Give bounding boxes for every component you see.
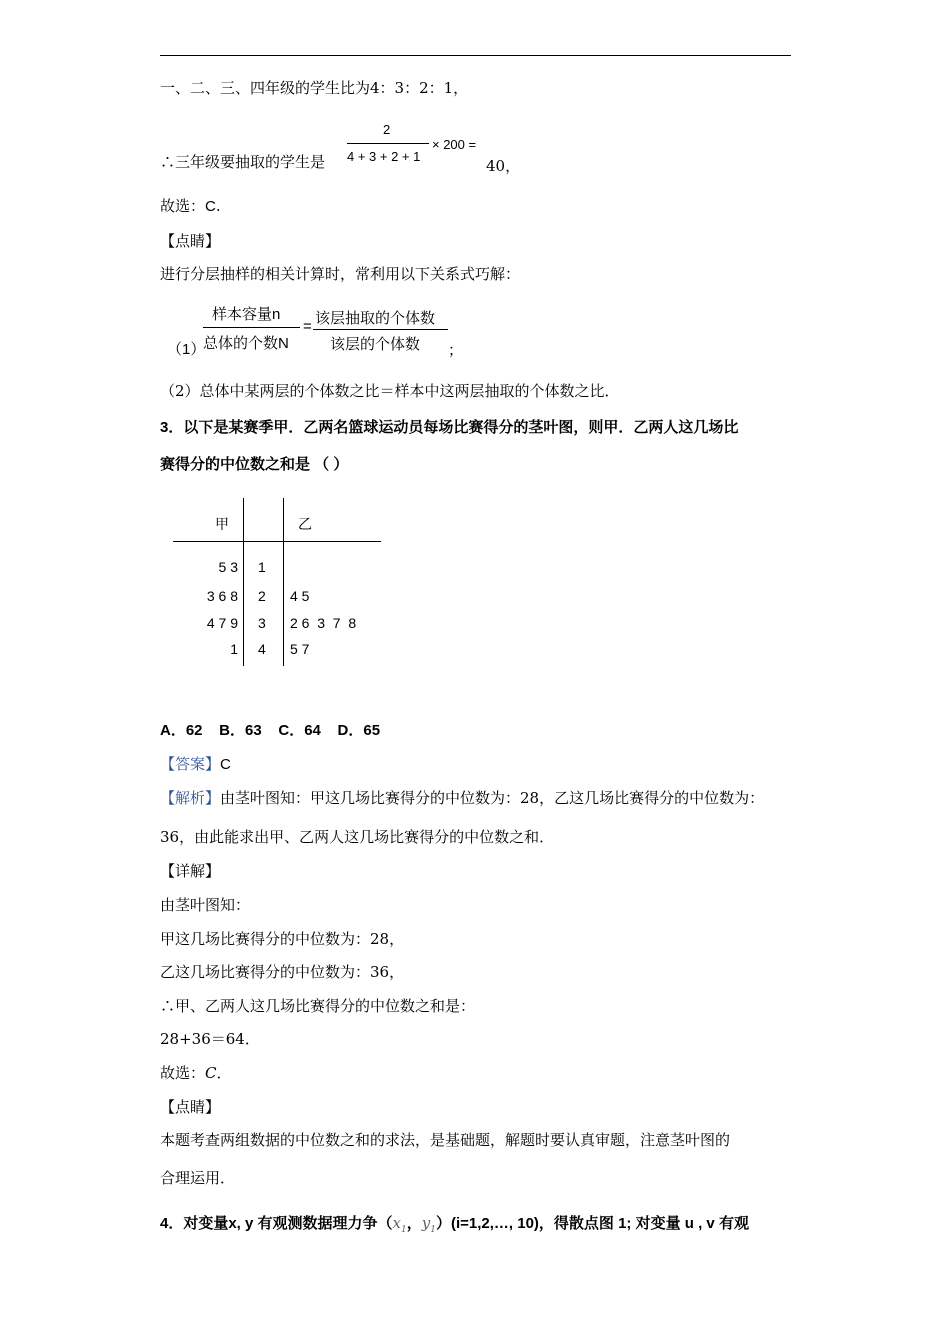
q3-choose-suffix: ．	[216, 1064, 232, 1082]
plot-row-4-left: 1	[230, 641, 238, 657]
q4-x-index: 1	[401, 1225, 407, 1235]
ratio-line: 一、二、三、四年级的学生比为4：3：2：1，	[160, 79, 469, 97]
rule-2: （2）总体中某两层的个体数之比＝样本中这两层抽取的个体数之比．	[160, 382, 620, 400]
q4-y-index: 1	[430, 1225, 436, 1235]
q3-note-heading: 【点睛】	[160, 1098, 221, 1116]
q4-stem	[160, 1213, 749, 1240]
q3-choose-line	[160, 1063, 232, 1083]
plot-header-jia: 甲	[215, 516, 229, 532]
plot-row-1-left: 5 3	[218, 559, 238, 575]
choose-prefix: 故选：	[160, 197, 206, 215]
answer-value: C	[220, 756, 231, 773]
formula-left-bar	[203, 327, 300, 328]
plot-row-3-right: 2 6 3 7 8	[290, 615, 357, 631]
q4-y-letter: y	[421, 1214, 431, 1232]
q3-detail-line-1: 由茎叶图知：	[160, 896, 251, 914]
plot-left-divider	[243, 498, 244, 666]
choose-suffix: .	[215, 197, 221, 215]
choose-value: C	[205, 198, 216, 215]
q3-detail-line-3: 乙这几场比赛得分的中位数为：36，	[160, 963, 405, 981]
formula-right-bar	[313, 329, 448, 330]
q4-stem-suffix: ）(i=1,2,…, 10)，得散点图 1; 对变量 u , v 有观	[435, 1215, 749, 1232]
calc-numerator: 2	[383, 122, 391, 137]
q3-options: A．62 B．63 C．64 D．65	[160, 722, 381, 739]
q3-analysis-line1	[160, 788, 764, 808]
plot-row-2-right: 4 5	[290, 588, 310, 604]
plot-row-1-stem: 1	[258, 559, 266, 575]
plot-row-4-stem: 4	[258, 641, 266, 657]
q3-detail-line-4: ∴甲、乙两人这几场比赛得分的中位数之和是：	[160, 997, 476, 1015]
formula-equals: =	[303, 318, 312, 335]
header-rule	[160, 55, 791, 56]
q4-y-var	[421, 1214, 436, 1235]
note-heading: 【点睛】	[160, 232, 221, 250]
formula-right-numerator: 该层抽取的个体数	[315, 310, 436, 327]
q3-detail-heading: 【详解】	[160, 862, 221, 880]
q4-stem-prefix: 4．对变量x, y 有观测数据理力争（	[160, 1215, 393, 1232]
q3-detail-line-5: 28+36＝64．	[160, 1030, 260, 1048]
formula-label: （1）	[167, 341, 206, 358]
plot-header-yi: 乙	[298, 516, 312, 532]
formula-left-denominator: 总体的个数N	[203, 335, 289, 352]
plot-row-2-stem: 2	[258, 588, 266, 604]
answer-tag: 【答案】	[160, 755, 221, 773]
q3-detail-line-2: 甲这几场比赛得分的中位数为：28，	[160, 930, 405, 948]
plot-row-4-right: 5 7	[290, 641, 310, 657]
plot-row-3-stem: 3	[258, 615, 266, 631]
formula-right-denominator: 该层的个体数	[330, 336, 421, 353]
calc-denominator: 4 + 3 + 2 + 1	[347, 149, 421, 164]
q3-note-line2: 合理运用．	[160, 1169, 236, 1187]
q3-stem-line2: 赛得分的中位数之和是 （ ）	[160, 456, 349, 473]
plot-row-2-left: 3 6 8	[206, 588, 238, 604]
q3-choose-value: C	[205, 1064, 217, 1082]
plot-row-3-left: 4 7 9	[206, 615, 238, 631]
note-text: 进行分层抽样的相关计算时，常利用以下关系式巧解：	[160, 265, 521, 283]
formula-tail: ；	[448, 341, 464, 359]
formula-left-numerator: 样本容量n	[212, 306, 281, 323]
calc-times: × 200 =	[432, 137, 477, 152]
q3-note-line1: 本题考查两组数据的中位数之和的求法，是基础题，解题时要认真审题，注意茎叶图的	[160, 1131, 731, 1149]
q3-answer-line	[160, 754, 231, 775]
calc-fraction-bar	[347, 143, 429, 144]
q4-x-var	[392, 1214, 407, 1235]
choose-line	[160, 196, 221, 217]
q3-analysis-line2: 36，由此能求出甲、乙两人这几场比赛得分的中位数之和．	[160, 828, 555, 846]
q4-x-letter: x	[392, 1214, 401, 1232]
q4-comma: ，	[406, 1215, 422, 1232]
plot-header-rule	[173, 541, 329, 542]
plot-header-rule-right	[329, 541, 381, 542]
analysis-tag: 【解析】	[160, 789, 221, 807]
q3-choose-prefix: 故选：	[160, 1064, 206, 1082]
calc-prefix: ∴三年级要抽取的学生是	[160, 153, 326, 171]
plot-right-divider	[283, 498, 284, 666]
calc-result: 40，	[486, 157, 521, 175]
q3-stem-line1: 3．以下是某赛季甲．乙两名篮球运动员每场比赛得分的茎叶图，则甲．乙两人这几场比	[160, 419, 739, 436]
analysis-text-1: 由茎叶图知：甲这几场比赛得分的中位数为：28，乙这几场比赛得分的中位数为：	[220, 789, 765, 807]
